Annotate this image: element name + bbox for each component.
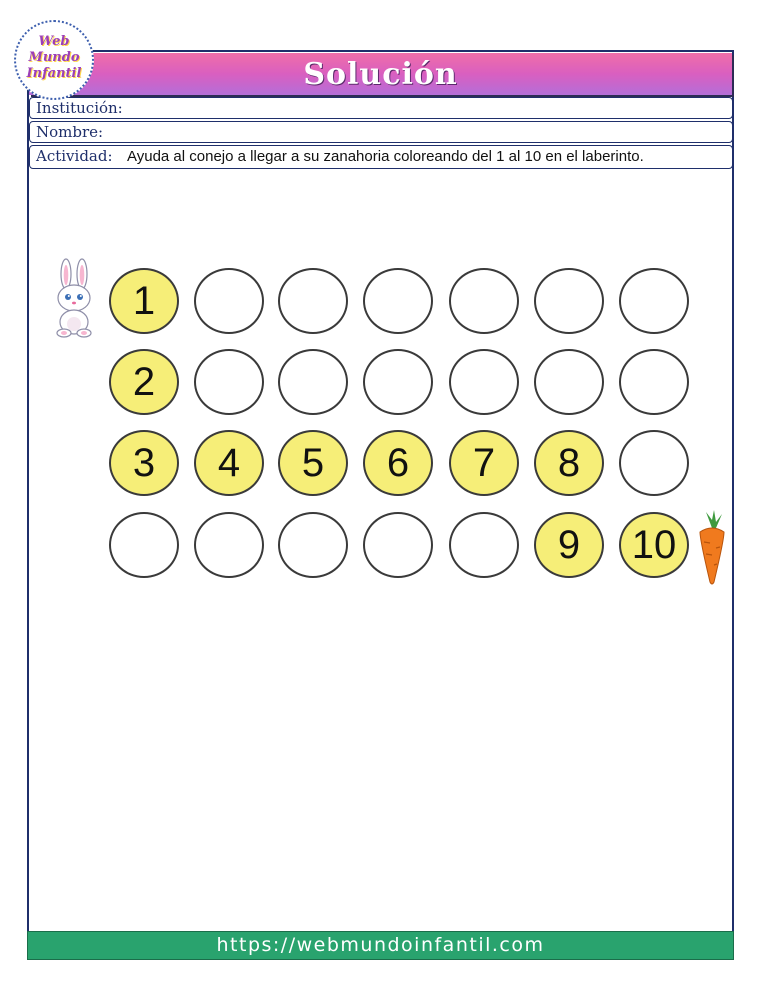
institucion-field[interactable] [29,97,733,119]
maze-circle[interactable]: 8 [534,430,604,496]
maze-circle[interactable] [278,512,348,578]
actividad-label: Actividad: [36,147,113,165]
maze-circle[interactable] [619,430,689,496]
maze-circle[interactable] [534,268,604,334]
maze-circle[interactable]: 2 [109,349,179,415]
maze-circle[interactable]: 3 [109,430,179,496]
maze-circle[interactable] [534,349,604,415]
maze-circle[interactable] [619,349,689,415]
nombre-field[interactable] [29,121,733,143]
institucion-label: Institución: [36,99,123,117]
maze-circle[interactable]: 1 [109,268,179,334]
website-url[interactable]: https://webmundoinfantil.com [216,934,545,956]
maze-circle[interactable]: 10 [619,512,689,578]
maze-circle[interactable] [449,268,519,334]
maze-circle[interactable] [278,349,348,415]
maze-circle[interactable]: 4 [194,430,264,496]
maze-circle[interactable] [194,349,264,415]
worksheet-frame [27,50,734,958]
maze-circle[interactable] [109,512,179,578]
maze-circle[interactable] [194,268,264,334]
logo-line-1: Web [38,34,70,49]
maze-circle[interactable] [449,512,519,578]
site-logo [14,20,94,100]
nombre-label: Nombre: [36,123,104,141]
maze-circle[interactable] [619,268,689,334]
footer-bar [27,931,734,960]
logo-line-2: Mundo [28,50,80,65]
actividad-text: Ayuda al conejo a llegar a su zanahoria coloreando del 1 al 10 en el laberinto. [127,148,644,165]
logo-line-3: Infantil [26,66,82,81]
maze-circle[interactable] [194,512,264,578]
actividad-field [29,145,733,169]
maze-circle[interactable] [363,349,433,415]
carrot-icon [692,510,732,585]
maze-circle[interactable]: 7 [449,430,519,496]
maze-circle[interactable]: 9 [534,512,604,578]
maze-circle[interactable] [363,512,433,578]
maze-circle[interactable]: 5 [278,430,348,496]
maze-circle[interactable] [278,268,348,334]
page-title: Solución [303,57,458,92]
maze-circle[interactable] [363,268,433,334]
bunny-icon [48,258,100,338]
title-banner [29,53,732,95]
maze-circle[interactable]: 6 [363,430,433,496]
maze-circle[interactable] [449,349,519,415]
